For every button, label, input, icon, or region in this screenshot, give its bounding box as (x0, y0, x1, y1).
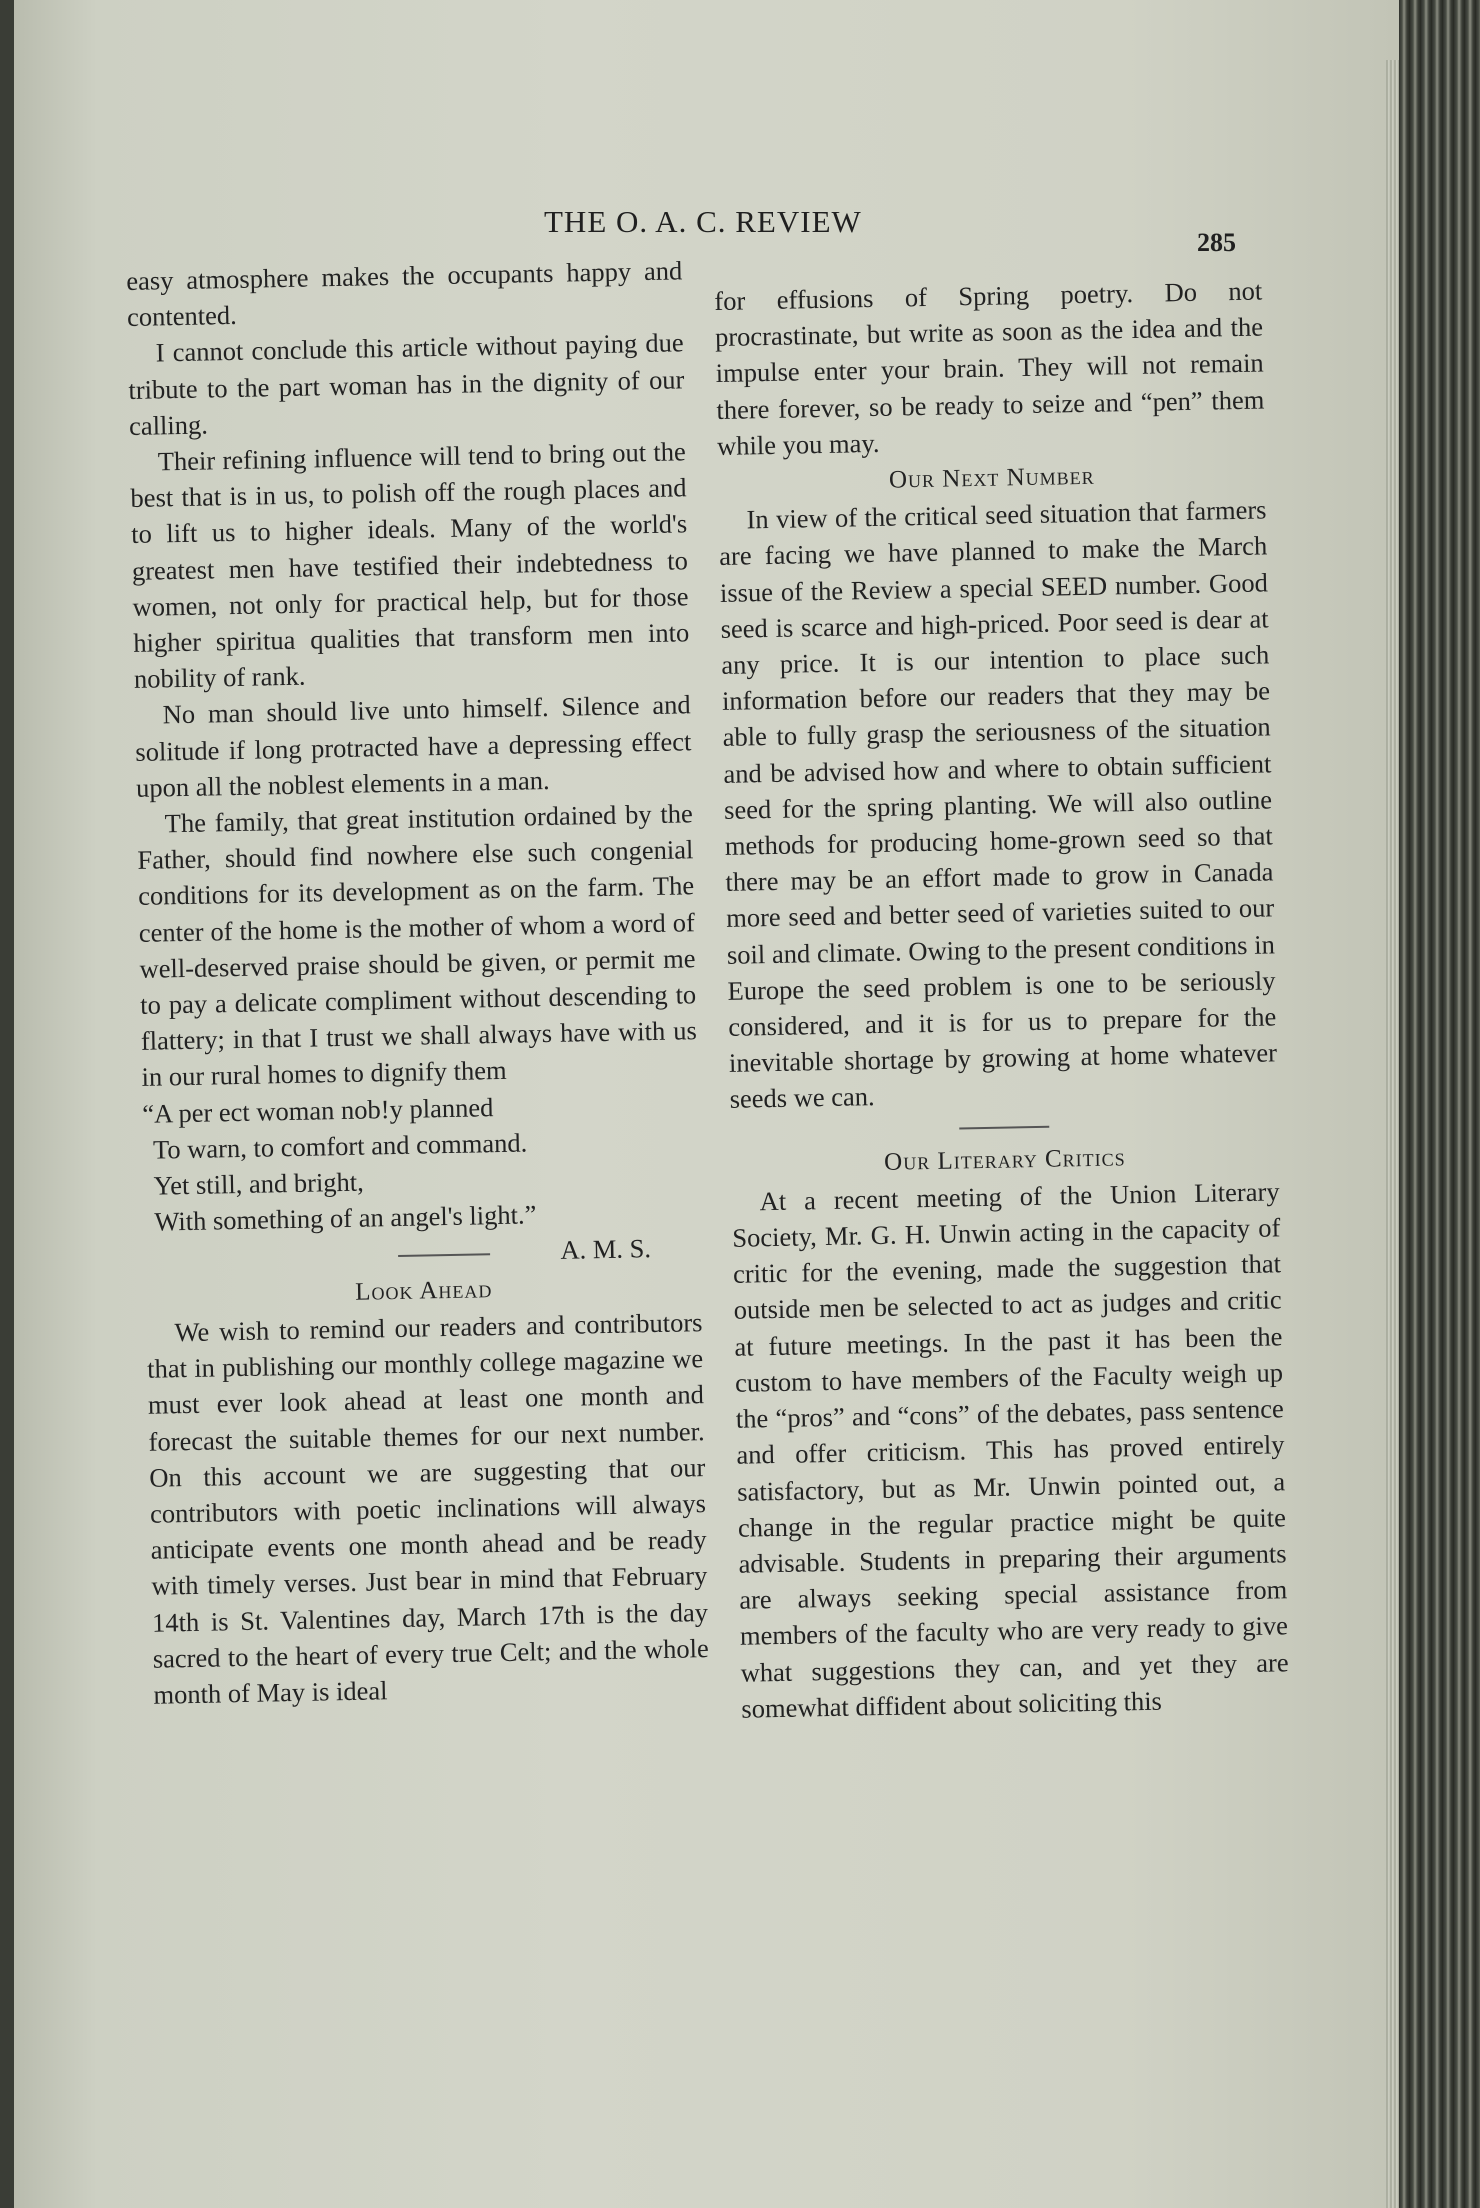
paragraph: We wish to remind our readers and contributors that in publishing our monthly college magazine we must ever look ahead at least one month and forecast the suitable themes for our next number. On this account we are suggesting that our contributors with poetic inclinations will always anticipate events one month ahead and be ready with timely verses. Just bear in mind that February 14th is St. Valentines day, March 17th is the day sacred to the heart of every true Celt; and the whole month of May is ideal (146, 1307, 709, 1710)
poem-quote (142, 1085, 701, 1240)
running-title: THE O. A. C. REVIEW (544, 204, 862, 239)
poem-line: With something of an angel's light.” (154, 1199, 537, 1237)
section-heading-next-number: Our Next Number (888, 462, 1095, 494)
paragraph: In view of the critical seed situation that farmers are facing we have planned to make the March issue of the Review a special SEED number. Good seed is scarce and high-priced. Poor seed is dear at any price. It is our intention to place such information before our readers that they may be able to fully grasp the seriousness of the situation and be advised how and where to obtain sufficient seed for the spring planting. We will also outline methods for producing home-grown seed so that there may be an effort made to grow in Canada more seed and better seed of varieties suited to our soil and climate. Owing to the present conditions in Europe the seed problem is one to be seriously considered, and it is for us to prepare for the inevitable shortage by growing at home whatever seeds we can. (718, 494, 1278, 1115)
book-spine (1399, 0, 1480, 2208)
poem-line: To warn, to comfort and command. (152, 1127, 528, 1165)
section-rule (399, 1254, 491, 1258)
poem-line: “A per ect woman nob!y planned (142, 1091, 494, 1129)
section-heading-literary-critics: Our Literary Critics (883, 1143, 1126, 1176)
paragraph: easy atmosphere makes the occupants happy and contented. (126, 255, 683, 333)
poem-line: Yet still, and bright, (153, 1166, 365, 1201)
section-heading-look-ahead: Look Ahead (354, 1275, 493, 1306)
page-header (14, 204, 1399, 257)
paragraph: Their refining influence will tend to bring out the best that is in us, to polish off the rough places and to lift us to higher ideals. Many of the world's greatest men have testified their indebtedness to women, not only for practical help, but for those higher spiritua qualities that transform men into nobility of rank. (130, 436, 690, 695)
paragraph: for effusions of Spring poetry. Do not procrastinate, but write as soon as the idea and the impulse enter your brain. They will not remain there forever, so be ready to seize and “pen” them while you may. (714, 275, 1265, 461)
paragraph: No man should live unto himself. Silence and solitude if long protracted have a depressing effect upon all the noblest elements in a man. (135, 689, 692, 803)
page-number: 285 (1197, 228, 1236, 257)
paragraph: At a recent meeting of the Union Literary Society, Mr. G. H. Unwin acting in the capacity of critic for the evening, made the suggestion that outside men be selected to act as judges and critic at future meetings. In the past it has been the custom to have members of the Faculty weigh up the “pros” and “cons” of the debates, pass sentence and offer criticism. This has proved entirely satisfactory, but as Mr. Unwin pointed out, a change in the regular practice might be quite advisable. Students in preparing their arguments are always seeking special assistance from members of the faculty who are very ready to give what suggestions they can, and yet they are somewhat diffident about soliciting this (732, 1176, 1289, 1724)
author-signature: A. M. S. (560, 1233, 652, 1266)
section-rule (959, 1125, 1049, 1129)
page-edge-stack (1385, 60, 1399, 2208)
paragraph: I cannot conclude this article without paying due tribute to the part woman has in the dignity of our calling. (128, 327, 685, 441)
book-page (14, 0, 1399, 2208)
right-column (714, 272, 1290, 1726)
paragraph: The family, that great institution ordained by the Father, should find nowhere else such congenial conditions for its development as on the farm. The center of the home is the mother of whom a word of well-deserved praise should be given, or permit me to pay a delicate compliment without descending to flattery; in that I trust we shall always have with us in our rural homes to dignify them (137, 798, 698, 1093)
left-column (126, 252, 710, 1713)
